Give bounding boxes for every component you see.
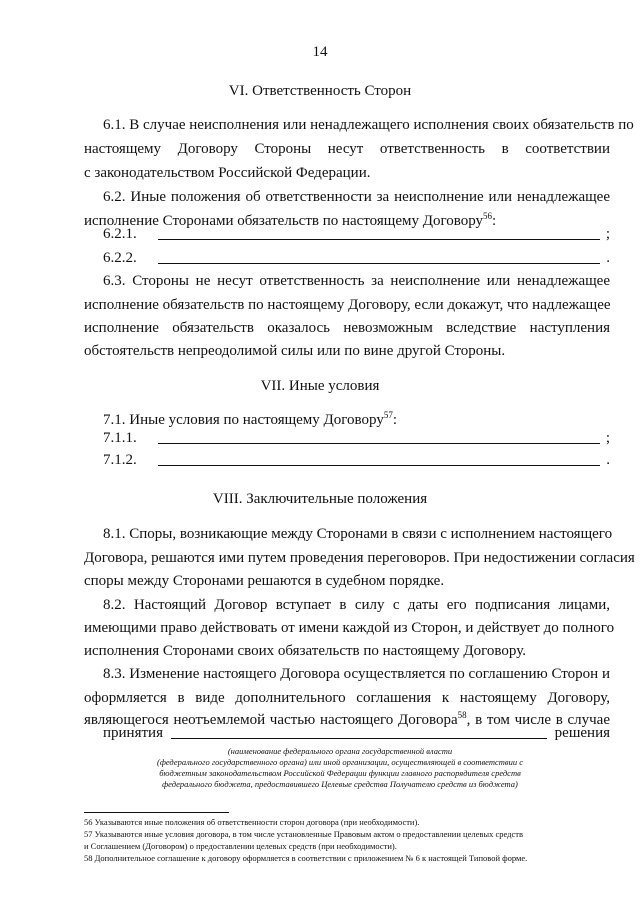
item-6-2-2: 6.2.2. . [103, 250, 610, 266]
p63-line4: обстоятельств непреодолимой силы или по вине другой Стороны. [84, 343, 506, 359]
p61-line3: с законодательством Российской Федерации. [84, 165, 371, 181]
p63-line3: исполнение обязательств оказалось невозможным вследствие наступления [84, 320, 610, 336]
blank-line [158, 262, 600, 264]
item-7-1-1: 7.1.1. ; [103, 430, 610, 446]
p62-line2: исполнение Сторонами обязательств по настоящему Договору$^{56}$: [84, 211, 497, 229]
footnote-ref-57: 57 [383, 410, 393, 420]
page-number: 14 [312, 44, 328, 60]
footnote-ref-58: 58 [457, 710, 467, 720]
p81-line1: 8.1. Споры, возникающие между Сторонами в связи с исполнением настоящего [103, 526, 613, 542]
footnote-divider [84, 812, 229, 813]
item-6-2-1: 6.2.1. ; [103, 226, 610, 242]
footnote-ref-56: 56 [483, 211, 493, 221]
section-8-title: VIII. Заключительные положения [212, 491, 428, 507]
p81-line3: споры между Сторонами решаются в судебном порядке. [84, 573, 445, 589]
p82-line3: исполнения Сторонами своих обязательств по настоящему Договору. [84, 643, 526, 659]
p62-line1: 6.2. Иные положения об ответственности за неисполнение или ненадлежащее [103, 189, 610, 205]
p83-line2: оформляется в виде дополнительного соглашения к настоящему Договору, [84, 690, 610, 706]
note-line2: (федерального государственного органа) или иной организации, осуществляющей в соответствии с [157, 757, 523, 767]
accept-line [84, 725, 610, 742]
footnote-57-cont: и Соглашением (Договором) о предоставлении целевых средств (при необходимости). [84, 841, 397, 851]
footnote-56: 56 Указываются иные положения об ответственности сторон договора (при необходимости). [84, 817, 420, 827]
section-7-title: VII. Иные условия [260, 378, 380, 394]
section-6-title: VI. Ответственность Сторон [228, 83, 412, 99]
p61-line2: настоящему Договору Стороны несут ответственность в соответствии [84, 141, 610, 157]
p83-line3: являющегося неотъемлемой частью настоящего Договора$^{58}$, в том числе в случае [84, 710, 610, 728]
note-line1: (наименование федерального органа государственной власти [227, 746, 453, 756]
blank-line [158, 464, 600, 466]
p71-line1: 7.1. Иные условия по настоящему Договору$^{57}$: [103, 410, 398, 428]
item-7-1-2: 7.1.2. . [103, 452, 610, 468]
note-line4: федерального бюджета, предоставившего Целевые средства Получателю средств из бюджета) [162, 779, 518, 789]
p61-line1: 6.1. В случае неисполнения или ненадлежащего исполнения своих обязательств по [103, 117, 634, 133]
p63-line2: исполнение обязательств по настоящему Договору, если докажут, что надлежащее [84, 297, 611, 313]
p83-line1: 8.3. Изменение настоящего Договора осуществляется по соглашению Сторон и [103, 666, 610, 682]
p82-line1: 8.2. Настоящий Договор вступает в силу с даты его подписания лицами, [103, 597, 610, 613]
note-line3: бюджетным законодательством Российской Федерации функции главного распорядителя средств [159, 768, 521, 778]
footnote-58: 58 Дополнительное соглашение к договору оформляется в соответствии с приложением № 6 к настоящей Типовой форме. [84, 853, 528, 863]
footnote-57: 57 Указываются иные условия договора, в том числе установленные Правовым актом о предоставлении целевых средств [84, 829, 523, 839]
blank-line [171, 738, 547, 739]
blank-line [158, 238, 600, 240]
blank-line [158, 442, 600, 444]
accept-label: принятия [103, 725, 163, 741]
decision-label: решения [554, 725, 610, 741]
p63-line1: 6.3. Стороны не несут ответственность за неисполнение или ненадлежащее [103, 273, 610, 289]
p82-line2: имеющими право действовать от имени каждой из Сторон, и действует до полного [84, 620, 615, 636]
p81-line2: Договора, решаются ими путем проведения переговоров. При недостижении согласия [84, 550, 635, 566]
